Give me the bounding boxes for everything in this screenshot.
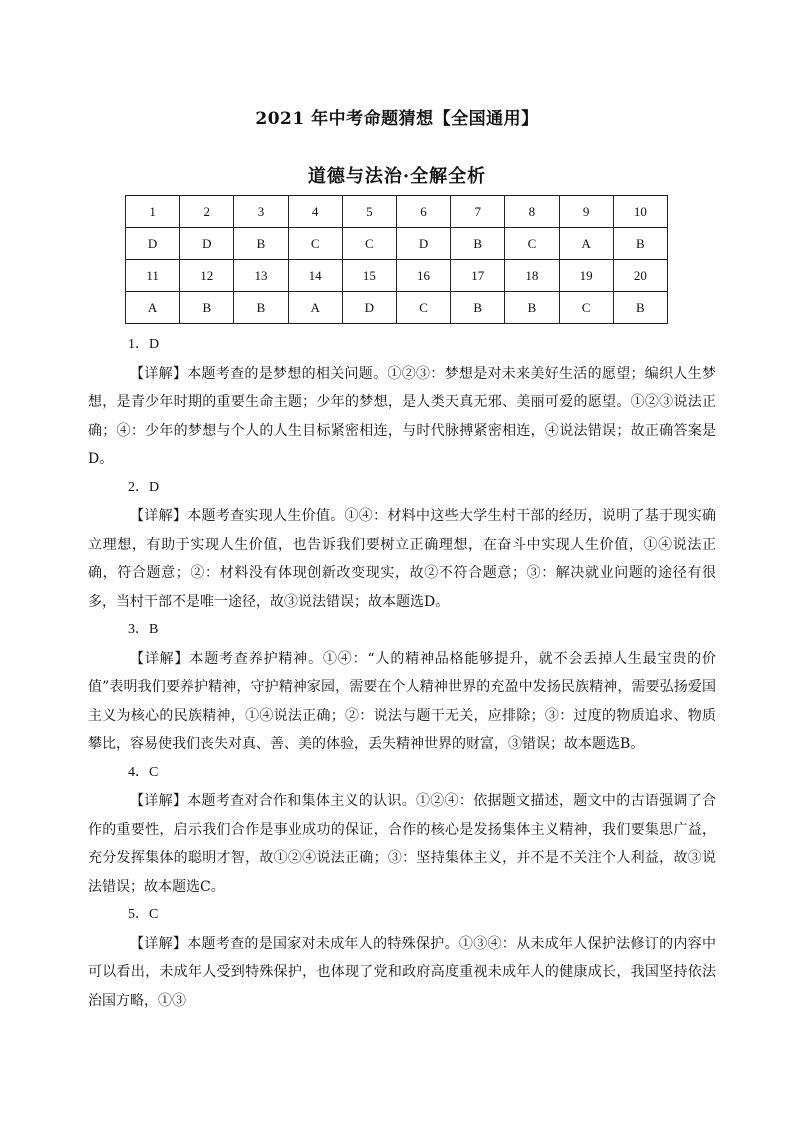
question-number: 5．C — [128, 907, 159, 922]
answer-cell: 7 — [451, 196, 505, 228]
question-explanation: 【详解】本题考查对合作和集体主义的认识。①②④：依据题文描述，题文中的古语强调了合作的重要性，启示我们合作是事业成功的保证，合作的核心是发扬集体主义精神，我们要集思广益，充分发挥集体的聪明才智，故①②④说法正确；③：坚持集体主义，并不是不关注个人利益，故③说法错误；故本题选C。 — [88, 793, 716, 895]
answer-cell: 14 — [288, 260, 342, 292]
question-number: 4．C — [128, 764, 159, 780]
answer-cell: D — [342, 292, 396, 324]
answer-cell: 13 — [234, 260, 288, 292]
answer-cell: 17 — [451, 260, 505, 292]
question-explanation: 【详解】本题考查的是国家对未成年人的特殊保护。①③④：从未成年人保护法修订的内容中可以看出，未成年人受到特殊保护，也体现了党和政府高度重视未成年人的健康成长，我国坚持依法治国方略，①③ — [88, 935, 716, 1009]
answer-cell: 8 — [505, 196, 559, 228]
answer-cell: 1 — [126, 196, 180, 228]
answer-cell: C — [396, 292, 450, 324]
answer-cell: B — [613, 228, 667, 260]
answer-cell: C — [505, 228, 559, 260]
question-number: 3．B — [128, 622, 159, 637]
answer-cell: A — [559, 228, 613, 260]
answer-cell: D — [126, 228, 180, 260]
answer-cell: A — [126, 292, 180, 324]
answer-cell: 18 — [505, 260, 559, 292]
document-title: 2021 年中考命题猜想【全国通用】 — [255, 109, 539, 129]
answer-table-row — [126, 228, 668, 260]
answer-cell: B — [451, 292, 505, 324]
answer-cell: 12 — [180, 260, 234, 292]
answer-cell: B — [613, 292, 667, 324]
answer-cell: D — [180, 228, 234, 260]
answer-cell: 3 — [234, 196, 288, 228]
answer-cell: 5 — [342, 196, 396, 228]
answer-cell: 20 — [613, 260, 667, 292]
answer-cell: 16 — [396, 260, 450, 292]
answer-cell: D — [396, 228, 450, 260]
question-number: 2．D — [128, 479, 160, 495]
document-subtitle: 道德与法治·全解全析 — [307, 166, 487, 187]
answer-cell: 6 — [396, 196, 450, 228]
question-number: 1．D — [128, 337, 160, 352]
answer-cell: 9 — [559, 196, 613, 228]
answer-cell: 11 — [126, 260, 180, 292]
answer-cell: 19 — [559, 260, 613, 292]
answer-cell: 2 — [180, 196, 234, 228]
answer-table-row — [126, 292, 668, 324]
answer-table — [125, 195, 668, 324]
answer-cell: 15 — [342, 260, 396, 292]
answer-cell: A — [288, 292, 342, 324]
answer-cell: 10 — [613, 196, 667, 228]
answer-table-row — [126, 196, 668, 228]
answer-table-row — [126, 260, 668, 292]
question-explanation: 【详解】本题考查的是梦想的相关问题。①②③：梦想是对未来美好生活的愿望；编织人生梦想，是青少年时期的重要生命主题；少年的梦想，是人类天真无邪、美丽可爱的愿望。①②③说法正确；④：少年的梦想与个人的人生目标紧密相连，与时代脉搏紧密相连，④说法错误；故正确答案是D。 — [88, 365, 716, 467]
answer-cell: B — [234, 228, 288, 260]
answer-cell: B — [234, 292, 288, 324]
question-explanation: 【详解】本题考查实现人生价值。①④：材料中这些大学生村干部的经历，说明了基于现实确立理想，有助于实现人生价值，也告诉我们要树立正确理想，在奋斗中实现人生价值，①④说法正确，符合题意；②：材料没有体现创新改变现实，故②不符合题意；③：解决就业问题的途径有很多，当村干部不是唯一途径，故③说法错误；故本题选D。 — [88, 508, 716, 610]
answer-cell: B — [180, 292, 234, 324]
answer-cell: B — [505, 292, 559, 324]
question-explanation: 【详解】本题考查养护精神。①④：“人的精神品格能够提升，就不会丢掉人生最宝贵的价值”表明我们要养护精神，守护精神家园，需要在个人精神世界的充盈中发扬民族精神，需要弘扬爱国主义为核心的民族精神，①④说法正确；②：说法与题干无关，应排除；③：过度的物质追求、物质攀比，容易使我们丧失对真、善、美的体验，丢失精神世界的财富，③错误；故本题选B。 — [88, 650, 716, 752]
answer-cell: C — [342, 228, 396, 260]
answer-cell: C — [559, 292, 613, 324]
answer-cell: C — [288, 228, 342, 260]
answer-cell: B — [451, 228, 505, 260]
answer-cell: 4 — [288, 196, 342, 228]
explanations — [88, 331, 716, 1015]
